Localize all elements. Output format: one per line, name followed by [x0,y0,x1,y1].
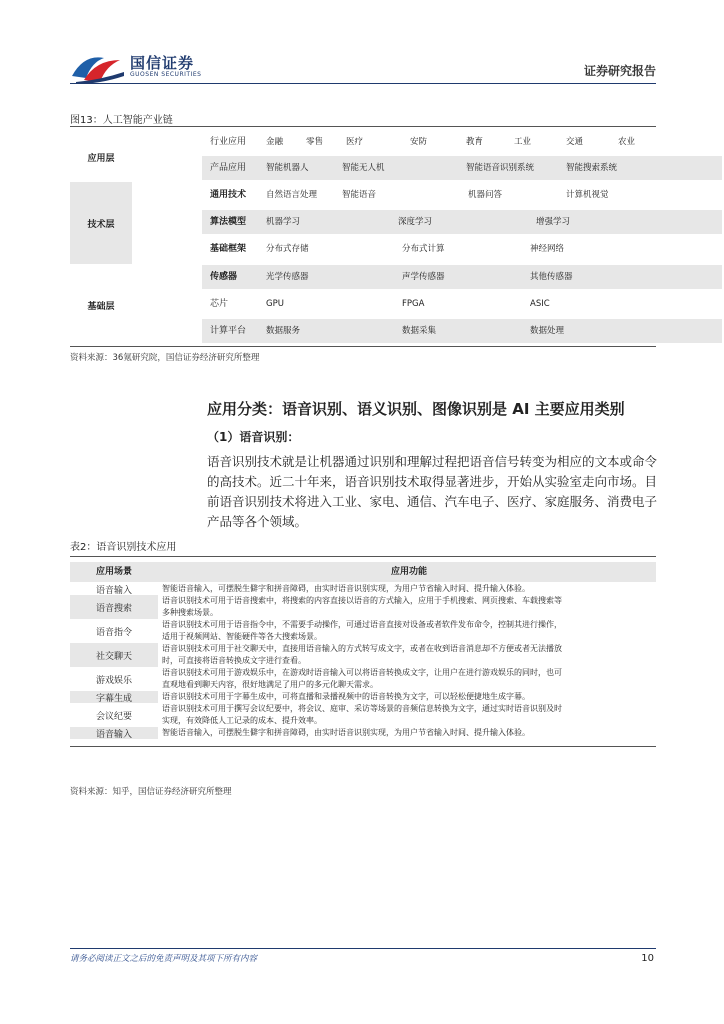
layer-application: 应用层 [87,153,115,164]
scene-cell: 语音输入 [70,727,158,739]
category-label: 产品应用 [210,163,247,173]
category-label: 计算平台 [210,326,247,336]
item: 数据服务 [266,326,301,336]
function-cell: 语音识别技术可用于撰写会议纪要中，将会议、庭审、采访等场景的音频信息转换为文字，通过实时语音识别及时 实现，有效降低人工记录的成本、提升效率。 [162,704,562,725]
category-label: 传感器 [210,272,238,282]
table-row [70,727,656,739]
logo-mark-icon [70,50,126,84]
category-label: 芯片 [210,299,229,309]
figure-top-rule [70,126,656,127]
row-chip [202,292,722,316]
layer-technology: 技术层 [87,219,115,230]
item: 智能语音 [342,190,377,200]
item: 安防 [410,137,428,147]
header-divider [70,83,656,84]
ai-industry-chain-figure [70,128,656,346]
table-row [70,595,656,619]
item: 教育 [466,137,484,147]
table-top-rule [70,556,656,557]
item: 交通 [566,137,584,147]
table-row [70,643,656,667]
table-row [70,583,656,595]
item: FPGA [402,299,425,309]
page-number: 10 [641,953,654,964]
item: ASIC [530,299,550,309]
figure-title: 图13：人工智能产业链 [70,115,173,126]
figure-bottom-rule [70,346,656,347]
item: 增强学习 [536,217,571,227]
item: 自然语言处理 [266,190,318,200]
row-base-framework [202,237,722,261]
table-row [70,667,656,691]
item: 深度学习 [398,217,433,227]
item: 农业 [618,137,636,147]
item: 医疗 [346,137,364,147]
item: 分布式存储 [266,244,309,254]
item: 光学传感器 [266,272,309,282]
item: 智能无人机 [342,163,385,173]
row-general-tech [202,183,722,207]
function-cell: 语音识别技术可用于语音指令中，不需要手动操作，可通过语音直接对设备或者软件发布命令，控制其进行操作， 适用于视频网站、智能硬件等各大搜索场景。 [162,620,562,641]
function-cell: 语音识别技术可用于社交聊天中，直接用语音输入的方式转写成文字，或者在收到语音消息却不方便或者无法播放 时，可直接将语音转换成文字进行查看。 [162,644,562,665]
header-function: 应用功能 [390,567,427,577]
table-bottom-rule [70,746,656,747]
item: 神经网络 [530,244,565,254]
item: 智能机器人 [266,163,309,173]
footer-divider [70,948,656,949]
scene-cell: 字幕生成 [70,691,158,703]
scene-cell: 语音搜索 [70,595,158,619]
function-cell: 语音识别技术可用于语音搜索中，将搜索的内容直接以语音的方式输入，应用于手机搜索、网页搜索、车载搜索等 多种搜索场景。 [162,596,562,617]
function-cell: 智能语音输入，可摆脱生僻字和拼音障碍，由实时语音识别实现，为用户节省输入时间、提升输入体验。 [162,584,530,593]
category-label: 基础框架 [210,244,247,254]
body-paragraph: 语音识别技术就是让机器通过识别和理解过程把语音信号转变为相应的文本或命令的高技术。近二十年来，语音识别技术取得显著进步，开始从实验室走向市场。目前语音识别技术将进入工业、家电、通信、汽车电子、医疗、家庭服务、消费电子产品等各个领域。 [207,454,658,529]
function-cell: 智能语音输入，可摆脱生僻字和拼音障碍，由实时语音识别实现，为用户节省输入时间、提升输入体验。 [162,728,530,737]
item: 工业 [514,137,532,147]
item: 声学传感器 [402,272,445,282]
section-heading: 应用分类：语音识别、语义识别、图像识别是 AI 主要应用类别 [207,400,625,418]
item: 智能语音识别系统 [466,163,535,173]
item: 机器问答 [468,190,503,200]
logo-chinese-name: 国信证券 [130,54,195,72]
table-row [70,691,656,703]
table-title: 表2：语音识别技术应用 [70,542,177,553]
item: GPU [266,299,284,309]
category-label: 算法模型 [210,217,247,227]
figure-source: 资料来源：36氪研究院，国信证券经济研究所整理 [70,353,260,363]
table-source: 资料来源：知乎，国信证券经济研究所整理 [70,787,232,797]
function-cell: 语音识别技术可用于游戏娱乐中，在游戏时语音输入可以将语音转换成文字，让用户在进行游戏娱乐的同时，也可 直观地看到聊天内容，很好地满足了用户的多元化聊天需求。 [162,668,562,689]
scene-cell: 语音指令 [95,627,132,638]
row-algorithm-model [202,210,722,234]
scene-cell: 语音输入 [95,585,132,596]
item: 其他传感器 [530,272,573,282]
item: 机器学习 [266,217,301,227]
sub-heading: （1）语音识别： [207,430,300,444]
scene-cell: 会议纪要 [95,711,132,722]
row-compute-platform [202,319,722,343]
company-logo [70,50,210,86]
table-row [70,703,656,727]
row-sensor [202,265,722,289]
item: 计算机视觉 [566,190,609,200]
row-industry-application [202,130,722,154]
scene-cell: 游戏娱乐 [95,675,132,686]
item: 金融 [266,137,284,147]
category-label: 通用技术 [210,190,247,200]
row-product-application [202,156,722,180]
category-label: 行业应用 [210,137,247,147]
disclaimer-note: 请务必阅读正文之后的免责声明及其项下所有内容 [70,954,258,964]
logo-english-name: GUOSEN SECURITIES [130,71,202,78]
item: 智能搜索系统 [566,163,618,173]
function-cell: 语音识别技术可用于字幕生成中，可将直播和录播视频中的语音转换为文字，可以轻松便捷地生成字幕。 [162,692,530,701]
scene-cell: 社交聊天 [70,643,158,667]
report-type-label: 证券研究报告 [583,64,656,78]
item: 数据采集 [402,326,437,336]
item: 分布式计算 [402,244,445,254]
table-header [70,562,656,582]
layer-foundation: 基础层 [87,301,115,312]
table-row [70,619,656,643]
item: 数据处理 [530,326,565,336]
item: 零售 [306,137,324,147]
header-scene: 应用场景 [95,567,132,577]
